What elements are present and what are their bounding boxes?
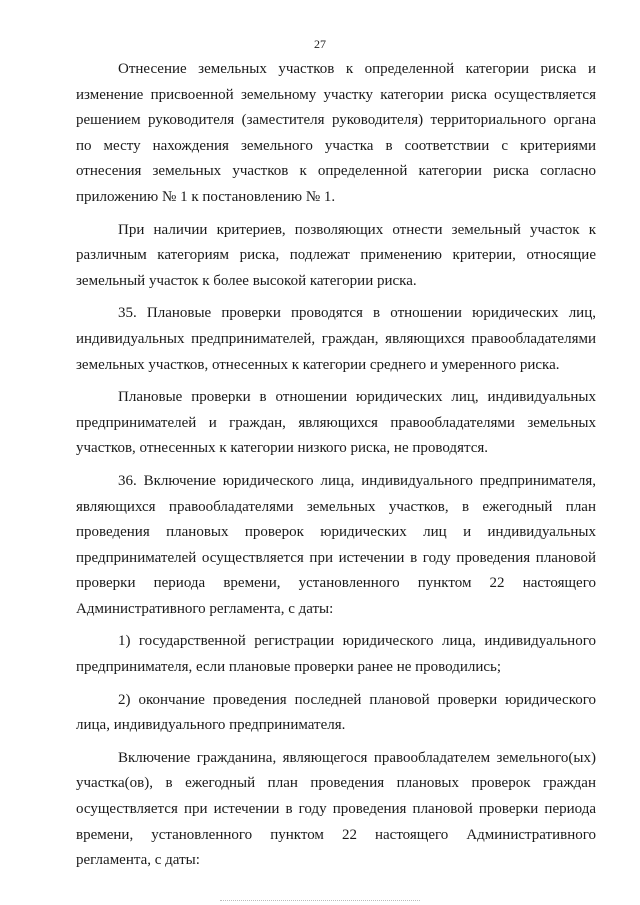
text-line: предпринимателей и граждан, являющихся правообладателями земельных xyxy=(76,414,596,431)
text-line: осуществляется при истечении в году проведения плановой проверки периода xyxy=(76,801,596,818)
text-line: 1) государственной регистрации юридического лица, индивидуального xyxy=(118,633,596,650)
paragraph-subitem-1 xyxy=(76,629,596,680)
text-line: участков, отнесенных к категории низкого риска, не проводятся. xyxy=(76,440,489,457)
paragraph-subitem-2 xyxy=(76,688,596,739)
paragraph-low-risk xyxy=(76,385,596,462)
text-line: лица, индивидуального предпринимателя. xyxy=(76,717,346,734)
text-line: Административного регламента, с даты: xyxy=(76,600,334,617)
paragraph-item-36 xyxy=(76,469,596,623)
text-line: участка(ов), в ежегодный план проведения плановых проверок граждан xyxy=(76,775,596,792)
text-line: 36. Включение юридического лица, индивидуального предпринимателя, xyxy=(118,472,596,489)
text-line: индивидуальных предпринимателей, граждан, являющихся правообладателями xyxy=(76,330,596,347)
text-line: приложению № 1 к постановлению № 1. xyxy=(76,188,336,205)
text-line: проведения плановых проверок юридических лиц и индивидуальных xyxy=(76,524,596,541)
text-line: 2) окончание проведения последней плановой проверки юридического xyxy=(118,691,596,708)
text-line: изменение присвоенной земельному участку категории риска осуществляется xyxy=(76,86,596,103)
text-line: При наличии критериев, позволяющих отнести земельный участок к xyxy=(118,221,596,238)
text-line: времени, установленного пунктом 22 настоящего Административного xyxy=(76,826,596,843)
page-number: 27 xyxy=(314,37,326,51)
scan-artifact-divider xyxy=(220,899,420,901)
text-line: проверки периода времени, установленного пунктом 22 настоящего xyxy=(76,575,596,592)
text-line: по месту нахождения земельного участка в соответствии с критериями xyxy=(76,137,596,154)
text-line: земельный участок к более высокой категории риска. xyxy=(76,272,417,289)
text-line: регламента, с даты: xyxy=(76,852,200,869)
text-line: различным категориям риска, подлежат применению критерии, относящие xyxy=(76,247,596,264)
text-line: отнесения земельных участков к определенной категории риска согласно xyxy=(76,163,596,180)
paragraph-multiple-criteria xyxy=(76,218,596,295)
text-line: предпринимателей осуществляется при истечении в году проведения плановой xyxy=(76,549,596,566)
text-line: земельных участков, отнесенных к категории среднего и умеренного риска. xyxy=(76,356,560,373)
text-line: являющихся правообладателями земельных участков, в ежегодный план xyxy=(76,498,596,515)
document-body xyxy=(76,57,596,874)
paragraph-item-35 xyxy=(76,301,596,378)
text-line: решением руководителя (заместителя руководителя) территориального органа xyxy=(76,112,596,129)
text-line: предпринимателя, если плановые проверки ранее не проводились; xyxy=(76,659,502,676)
paragraph-risk-category-assignment xyxy=(76,57,596,211)
text-line: 35. Плановые проверки проводятся в отношении юридических лиц, xyxy=(118,305,596,322)
paragraph-citizen-inclusion xyxy=(76,746,596,874)
text-line: Плановые проверки в отношении юридических лиц, индивидуальных xyxy=(118,389,596,406)
text-line: Включение гражданина, являющегося правообладателем земельного(ых) xyxy=(118,749,596,766)
text-line: Отнесение земельных участков к определенной категории риска и xyxy=(118,61,596,77)
